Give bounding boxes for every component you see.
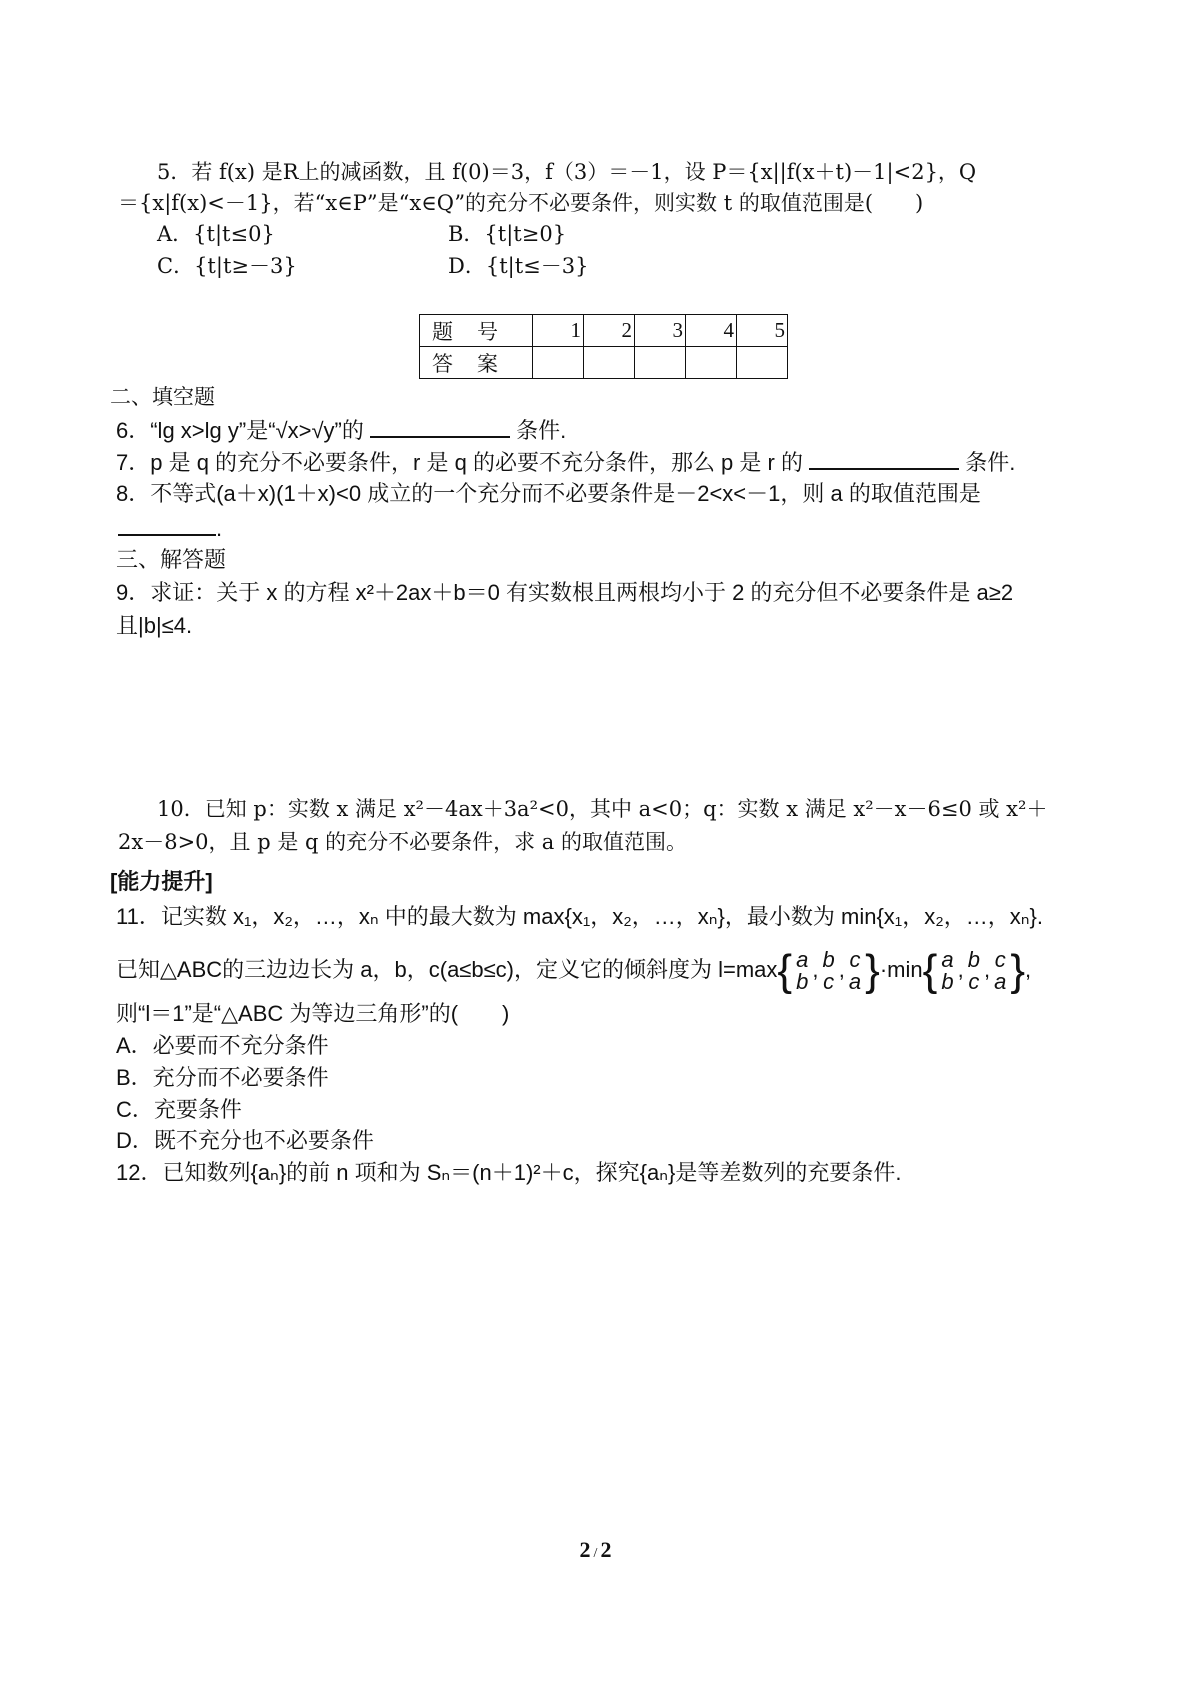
- q8-line1: 8．不等式(a＋x)(1＋x)<0 成立的一个充分而不必要条件是－2<x<－1，则 a 的取值范围是: [116, 481, 981, 506]
- fraction-c-over-a: [849, 949, 861, 993]
- q8-end: .: [216, 516, 223, 541]
- left-brace-icon: {: [922, 946, 938, 996]
- answer-table-answer-label: 答案: [420, 347, 533, 379]
- fraction-a-over-b: [796, 949, 808, 993]
- fraction-denominator: b: [941, 969, 954, 995]
- page-separator: /: [593, 1546, 598, 1561]
- right-brace-icon: }: [865, 946, 880, 996]
- fraction-denominator: c: [968, 969, 980, 995]
- q6-answer-blank[interactable]: [370, 414, 510, 438]
- page-current: 2: [579, 1537, 591, 1562]
- q8-line2: [118, 512, 222, 543]
- q11-line3: 则“l＝1”是“△ABC 为等边三角形”的( ): [116, 1001, 510, 1026]
- answer-table-number: 3: [635, 315, 686, 347]
- q11-line2: 已知△ABC的三边边长为 a，b，c(a≤b≤c)，定义它的倾斜度为 l=max{ a b , b c , c a }·min{ a b , b c , c a },: [116, 946, 1032, 996]
- answer-cell[interactable]: [635, 347, 686, 379]
- answer-table-number: 2: [584, 315, 635, 347]
- q11-line1: 11．记实数 x₁，x₂，…，xₙ 中的最大数为 max{x₁，x₂，…，xₙ}，最小数为 min{x₁，x₂，…，xₙ}.: [116, 904, 1043, 929]
- fraction-a-over-b: [941, 949, 953, 993]
- answer-cell[interactable]: [533, 347, 584, 379]
- answer-cell[interactable]: [737, 347, 788, 379]
- q11-line2-prefix: 已知△ABC的三边边长为 a，b，c(a≤b≤c)，定义它的倾斜度为 l=max: [116, 957, 778, 982]
- answer-table-answer-row: [420, 347, 788, 379]
- q5-line2: ＝{x|f(x)<－1}，若“x∈P”是“x∈Q”的充分不必要条件，则实数 t 的取值范围是( ): [118, 191, 924, 215]
- fraction-numerator: b: [967, 947, 980, 973]
- q10-line1: 10．已知 p：实数 x 满足 x²－4ax＋3a²<0，其中 a<0；q：实数 x 满足 x²－x－6≤0 或 x²＋: [157, 797, 1048, 821]
- section-3-title: 三、解答题: [116, 547, 227, 572]
- q11-option-b: B．充分而不必要条件: [116, 1065, 329, 1090]
- q5-option-b: B．{t|t≥0}: [448, 222, 567, 246]
- fraction-numerator: a: [941, 947, 954, 973]
- section-2-title: 二、填空题: [110, 385, 215, 409]
- q6-suffix: 条件.: [516, 418, 567, 443]
- answer-table-number: 1: [533, 315, 584, 347]
- fraction-numerator: c: [849, 947, 861, 973]
- q10-line2: 2x－8>0，且 p 是 q 的充分不必要条件，求 a 的取值范围。: [118, 830, 687, 854]
- q5-option-d: D．{t|t≤－3}: [448, 254, 589, 278]
- fraction-denominator: a: [994, 969, 1007, 995]
- q11-dot-min: ·min: [879, 957, 923, 982]
- q5-option-a: A．{t|t≤0}: [157, 222, 275, 246]
- answer-cell[interactable]: [686, 347, 737, 379]
- q7-prefix: 7．p 是 q 的充分不必要条件，r 是 q 的必要不充分条件，那么 p 是 r 的: [116, 450, 803, 475]
- fraction-denominator: a: [848, 969, 862, 995]
- q9-line1: 9．求证：关于 x 的方程 x²＋2ax＋b＝0 有实数根且两根均小于 2 的充分但不必要条件是 a≥2: [116, 580, 1014, 605]
- q11-option-d: D．既不充分也不必要条件: [116, 1128, 374, 1153]
- answer-table: [419, 314, 788, 379]
- q6-prefix: 6．“lg x>lg y”是“√x>√y”的: [116, 418, 364, 443]
- page-total: 2: [600, 1537, 612, 1562]
- q7-answer-blank[interactable]: [809, 446, 959, 470]
- fraction-b-over-c: [823, 949, 835, 993]
- answer-cell[interactable]: [584, 347, 635, 379]
- answer-table-header-row: [420, 315, 788, 347]
- left-brace-icon: {: [777, 946, 793, 996]
- q7-suffix: 条件.: [965, 450, 1016, 475]
- q8-answer-blank[interactable]: [118, 512, 216, 536]
- q9-line2: 且|b|≤4.: [116, 613, 193, 638]
- q6: [116, 414, 566, 445]
- q11-option-c: C．充要条件: [116, 1097, 242, 1122]
- q5-line1: 5．若 f(x) 是R上的减函数，且 f(0)＝3，f（3）＝－1，设 P＝{x||f(x＋t)－1|<2}，Q: [157, 160, 977, 184]
- fraction-numerator: b: [822, 947, 835, 973]
- answer-table-header-label: 题号: [420, 315, 533, 347]
- fraction-numerator: a: [796, 947, 809, 973]
- q7: [116, 446, 1015, 477]
- fraction-b-over-c: [968, 949, 980, 993]
- q11-option-a: A．必要而不充分条件: [116, 1033, 329, 1058]
- answer-table-number: 4: [686, 315, 737, 347]
- q5-option-c: C．{t|t≥－3}: [157, 254, 297, 278]
- ability-section-title: [能力提升]: [110, 869, 213, 894]
- fraction-c-over-a: [994, 949, 1006, 993]
- right-brace-icon: }: [1010, 946, 1026, 996]
- fraction-denominator: b: [796, 969, 809, 995]
- fraction-denominator: c: [823, 969, 835, 995]
- page-number: [0, 1537, 1191, 1563]
- q12: 12．已知数列{aₙ}的前 n 项和为 Sₙ＝(n＋1)²＋c，探究{aₙ}是等差数列的充要条件.: [116, 1160, 902, 1185]
- fraction-numerator: c: [994, 947, 1006, 973]
- answer-table-number: 5: [737, 315, 788, 347]
